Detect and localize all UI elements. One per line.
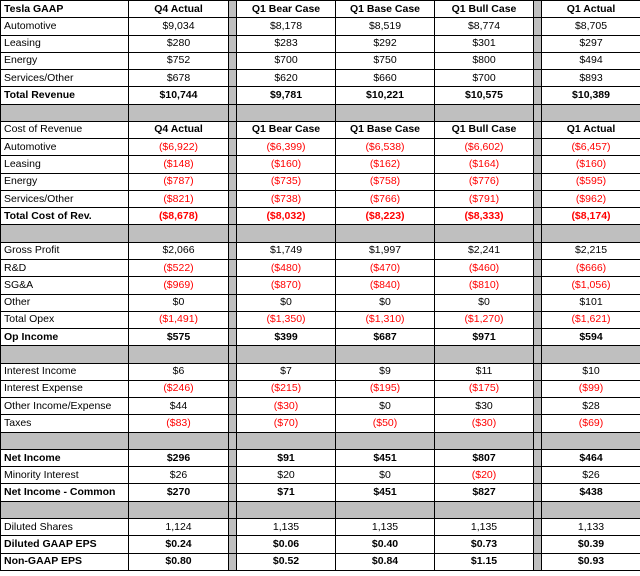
separator-cell xyxy=(542,225,640,242)
cell-q1-base-case: ($8,223) xyxy=(336,208,435,225)
cell-q1-bull-case: $800 xyxy=(435,52,534,69)
column-divider xyxy=(534,484,542,501)
separator-cell xyxy=(1,225,129,242)
cell-q1-bear-case: $8,178 xyxy=(237,18,336,35)
cell-q1-actual: 1,133 xyxy=(542,518,640,535)
column-divider xyxy=(534,1,542,18)
cell-q1-actual: ($6,457) xyxy=(542,139,640,156)
table-header-row xyxy=(1,1,640,18)
column-divider xyxy=(229,190,237,207)
cell-q1-bull-case: $301 xyxy=(435,35,534,52)
separator-cell xyxy=(237,432,336,449)
separator-cell xyxy=(237,225,336,242)
cell-q1-base-case: $0 xyxy=(336,467,435,484)
column-divider xyxy=(229,449,237,466)
row-label: Services/Other xyxy=(1,70,129,87)
column-header-q1-base-case: Q1 Base Case xyxy=(336,1,435,18)
cell-q1-bear-case: ($870) xyxy=(237,277,336,294)
cell-q1-base-case: ($758) xyxy=(336,173,435,190)
table-row xyxy=(1,52,640,69)
separator-row xyxy=(1,501,640,518)
cell-q1-actual: $0.39 xyxy=(542,536,640,553)
cell-q1-bear-case: $620 xyxy=(237,70,336,87)
column-divider xyxy=(229,18,237,35)
table-row xyxy=(1,311,640,328)
cell-q1-actual: $28 xyxy=(542,398,640,415)
separator-cell xyxy=(336,104,435,121)
separator-row xyxy=(1,104,640,121)
row-label: Minority Interest xyxy=(1,467,129,484)
cell-q1-base-case: $9 xyxy=(336,363,435,380)
row-label: Automotive xyxy=(1,18,129,35)
table-row xyxy=(1,553,640,570)
column-divider xyxy=(534,380,542,397)
cell-q1-base-case: $0 xyxy=(336,294,435,311)
table-row xyxy=(1,380,640,397)
cell-q1-base-case: $292 xyxy=(336,35,435,52)
cell-q1-base-case: ($470) xyxy=(336,259,435,276)
cell-q1-base-case: ($1,310) xyxy=(336,311,435,328)
table-row xyxy=(1,363,640,380)
cell-q1-bull-case: ($1,270) xyxy=(435,311,534,328)
cell-q1-actual: $594 xyxy=(542,329,640,346)
cell-q1-base-case: $0 xyxy=(336,398,435,415)
separator-cell xyxy=(1,501,129,518)
cell-q4-actual: $752 xyxy=(129,52,229,69)
column-divider xyxy=(229,259,237,276)
cell-q4-actual: $2,066 xyxy=(129,242,229,259)
separator-cell xyxy=(129,501,229,518)
cell-q4-actual: ($6,922) xyxy=(129,139,229,156)
column-divider xyxy=(534,294,542,311)
separator-cell xyxy=(534,432,542,449)
separator-cell xyxy=(1,104,129,121)
column-divider xyxy=(534,70,542,87)
cell-q1-base-case: ($162) xyxy=(336,156,435,173)
cell-q1-base-case: $451 xyxy=(336,449,435,466)
cell-q1-bull-case: ($175) xyxy=(435,380,534,397)
column-divider xyxy=(534,139,542,156)
separator-cell xyxy=(229,346,237,363)
column-divider xyxy=(534,329,542,346)
table-row xyxy=(1,277,640,294)
column-divider xyxy=(229,484,237,501)
separator-cell xyxy=(1,432,129,449)
table-row xyxy=(1,294,640,311)
column-divider xyxy=(229,52,237,69)
separator-cell xyxy=(435,432,534,449)
cell-q1-bull-case: $2,241 xyxy=(435,242,534,259)
cell-q4-actual: $678 xyxy=(129,70,229,87)
cell-q1-bear-case: ($8,032) xyxy=(237,208,336,225)
separator-cell xyxy=(1,346,129,363)
cell-q1-bull-case: ($8,333) xyxy=(435,208,534,225)
row-label: Total Cost of Rev. xyxy=(1,208,129,225)
separator-cell xyxy=(435,225,534,242)
table-row xyxy=(1,467,640,484)
cell-q1-base-case: $1,997 xyxy=(336,242,435,259)
separator-cell xyxy=(129,104,229,121)
table-row xyxy=(1,449,640,466)
column-divider xyxy=(534,18,542,35)
cell-q1-bull-case: ($164) xyxy=(435,156,534,173)
separator-cell xyxy=(534,104,542,121)
cell-q1-bull-case: $30 xyxy=(435,398,534,415)
column-divider xyxy=(534,277,542,294)
column-divider xyxy=(229,311,237,328)
cell-q1-bear-case: ($735) xyxy=(237,173,336,190)
column-divider xyxy=(534,398,542,415)
cell-q4-actual: $10,744 xyxy=(129,87,229,104)
cell-q1-bull-case: ($20) xyxy=(435,467,534,484)
cell-q1-actual: $0.93 xyxy=(542,553,640,570)
column-divider xyxy=(229,294,237,311)
column-divider xyxy=(229,277,237,294)
separator-cell xyxy=(534,225,542,242)
column-divider xyxy=(534,518,542,535)
column-header-q1-bull-case: Q1 Bull Case xyxy=(435,1,534,18)
cell-q1-actual: $494 xyxy=(542,52,640,69)
cell-q4-actual: $9,034 xyxy=(129,18,229,35)
cell-q1-bear-case: $71 xyxy=(237,484,336,501)
cell-q1-base-case: ($50) xyxy=(336,415,435,432)
cell-q1-actual: ($962) xyxy=(542,190,640,207)
cell-q1-bear-case: $91 xyxy=(237,449,336,466)
table-row xyxy=(1,87,640,104)
column-divider xyxy=(534,363,542,380)
cell-q1-bear-case: $20 xyxy=(237,467,336,484)
table-row xyxy=(1,173,640,190)
cell-q1-actual: $8,705 xyxy=(542,18,640,35)
separator-cell xyxy=(229,225,237,242)
separator-cell xyxy=(534,501,542,518)
cell-q1-actual: $10 xyxy=(542,363,640,380)
cell-q1-actual: $893 xyxy=(542,70,640,87)
cell-q1-bull-case: ($30) xyxy=(435,415,534,432)
cell-q1-base-case: ($6,538) xyxy=(336,139,435,156)
cell-q4-actual: ($246) xyxy=(129,380,229,397)
column-divider xyxy=(229,173,237,190)
separator-cell xyxy=(542,501,640,518)
cell-q1-actual: $10,389 xyxy=(542,87,640,104)
cell-q4-actual: ($969) xyxy=(129,277,229,294)
column-divider xyxy=(229,380,237,397)
column-divider xyxy=(229,467,237,484)
separator-cell xyxy=(435,104,534,121)
separator-cell xyxy=(129,432,229,449)
separator-cell xyxy=(229,501,237,518)
cell-q1-actual: $438 xyxy=(542,484,640,501)
cell-q4-actual: $575 xyxy=(129,329,229,346)
row-label: Leasing xyxy=(1,35,129,52)
cell-q1-bear-case: ($6,399) xyxy=(237,139,336,156)
cell-q1-actual: $464 xyxy=(542,449,640,466)
cell-q1-bear-case: 1,135 xyxy=(237,518,336,535)
column-divider xyxy=(229,35,237,52)
row-label: Energy xyxy=(1,52,129,69)
cell-q4-actual: $26 xyxy=(129,467,229,484)
cell-q1-bear-case: ($1,350) xyxy=(237,311,336,328)
separator-row xyxy=(1,432,640,449)
table-row xyxy=(1,398,640,415)
table-row xyxy=(1,139,640,156)
cell-q4-actual: $44 xyxy=(129,398,229,415)
separator-row xyxy=(1,346,640,363)
separator-cell xyxy=(542,432,640,449)
cell-q4-actual: ($522) xyxy=(129,259,229,276)
column-divider xyxy=(229,1,237,18)
column-divider xyxy=(534,173,542,190)
cell-q1-base-case: ($840) xyxy=(336,277,435,294)
cell-q4-actual: ($787) xyxy=(129,173,229,190)
separator-cell xyxy=(336,346,435,363)
table-body xyxy=(1,1,640,571)
cell-q1-bear-case: $700 xyxy=(237,52,336,69)
row-label: Other Income/Expense xyxy=(1,398,129,415)
row-label: Energy xyxy=(1,173,129,190)
cell-q1-bull-case: $11 xyxy=(435,363,534,380)
cell-q4-actual: ($821) xyxy=(129,190,229,207)
column-divider xyxy=(534,311,542,328)
table-row xyxy=(1,208,640,225)
row-label: Interest Income xyxy=(1,363,129,380)
cell-q1-bull-case: $971 xyxy=(435,329,534,346)
column-divider xyxy=(534,87,542,104)
cell-q1-bear-case: $7 xyxy=(237,363,336,380)
column-divider xyxy=(534,259,542,276)
table-row xyxy=(1,415,640,432)
cell-q1-bear-case: $9,781 xyxy=(237,87,336,104)
cell-q1-actual: $2,215 xyxy=(542,242,640,259)
cell-q4-actual: $6 xyxy=(129,363,229,380)
cell-q1-bull-case: $0.73 xyxy=(435,536,534,553)
cell-q1-base-case: $0.40 xyxy=(336,536,435,553)
cell-q1-base-case: 1,135 xyxy=(336,518,435,535)
column-header-q1-bear-case: Q1 Bear Case xyxy=(237,121,336,138)
cell-q1-bear-case: ($70) xyxy=(237,415,336,432)
separator-cell xyxy=(336,432,435,449)
cell-q1-actual: $297 xyxy=(542,35,640,52)
cell-q1-bull-case: ($460) xyxy=(435,259,534,276)
column-divider xyxy=(229,70,237,87)
column-divider xyxy=(534,35,542,52)
cell-q1-bear-case: ($30) xyxy=(237,398,336,415)
cell-q1-actual: ($8,174) xyxy=(542,208,640,225)
cell-q1-bear-case: ($480) xyxy=(237,259,336,276)
cell-q1-bull-case: $827 xyxy=(435,484,534,501)
cell-q4-actual: $0 xyxy=(129,294,229,311)
column-divider xyxy=(229,87,237,104)
separator-cell xyxy=(435,346,534,363)
table-header-row xyxy=(1,121,640,138)
row-label: Cost of Revenue xyxy=(1,121,129,138)
row-label: Interest Expense xyxy=(1,380,129,397)
cell-q1-bull-case: ($776) xyxy=(435,173,534,190)
separator-row xyxy=(1,225,640,242)
cell-q1-bear-case: $0.52 xyxy=(237,553,336,570)
separator-cell xyxy=(542,346,640,363)
cell-q1-base-case: ($195) xyxy=(336,380,435,397)
separator-cell xyxy=(542,104,640,121)
cell-q1-base-case: $750 xyxy=(336,52,435,69)
table-row xyxy=(1,484,640,501)
cell-q1-base-case: $687 xyxy=(336,329,435,346)
cell-q1-bull-case: $700 xyxy=(435,70,534,87)
column-divider xyxy=(534,449,542,466)
cell-q1-bull-case: $8,774 xyxy=(435,18,534,35)
cell-q1-bull-case: ($791) xyxy=(435,190,534,207)
separator-cell xyxy=(229,432,237,449)
row-label: Taxes xyxy=(1,415,129,432)
cell-q1-base-case: $10,221 xyxy=(336,87,435,104)
column-header-q1-base-case: Q1 Base Case xyxy=(336,121,435,138)
column-divider xyxy=(229,121,237,138)
row-label: Total Opex xyxy=(1,311,129,328)
column-header-q4-actual: Q4 Actual xyxy=(129,121,229,138)
cell-q1-bear-case: $0.06 xyxy=(237,536,336,553)
column-header-q1-bull-case: Q1 Bull Case xyxy=(435,121,534,138)
row-label: Diluted GAAP EPS xyxy=(1,536,129,553)
cell-q4-actual: $296 xyxy=(129,449,229,466)
column-header-q1-actual: Q1 Actual xyxy=(542,121,640,138)
cell-q1-bear-case: $0 xyxy=(237,294,336,311)
cell-q1-bull-case: ($810) xyxy=(435,277,534,294)
column-divider xyxy=(534,52,542,69)
column-divider xyxy=(229,553,237,570)
cell-q1-actual: ($666) xyxy=(542,259,640,276)
cell-q1-bull-case: $0 xyxy=(435,294,534,311)
cell-q1-actual: ($1,621) xyxy=(542,311,640,328)
separator-cell xyxy=(229,104,237,121)
row-label: Gross Profit xyxy=(1,242,129,259)
cell-q1-actual: ($595) xyxy=(542,173,640,190)
cell-q1-base-case: ($766) xyxy=(336,190,435,207)
cell-q1-bear-case: $283 xyxy=(237,35,336,52)
cell-q4-actual: ($8,678) xyxy=(129,208,229,225)
separator-cell xyxy=(237,501,336,518)
column-divider xyxy=(229,156,237,173)
column-divider xyxy=(229,536,237,553)
row-label: Other xyxy=(1,294,129,311)
cell-q1-bull-case: ($6,602) xyxy=(435,139,534,156)
column-divider xyxy=(229,208,237,225)
column-divider xyxy=(534,536,542,553)
separator-cell xyxy=(237,346,336,363)
cell-q1-bear-case: ($215) xyxy=(237,380,336,397)
row-label: Op Income xyxy=(1,329,129,346)
cell-q1-actual: ($1,056) xyxy=(542,277,640,294)
separator-cell xyxy=(435,501,534,518)
cell-q4-actual: $280 xyxy=(129,35,229,52)
cell-q4-actual: $0.80 xyxy=(129,553,229,570)
column-divider xyxy=(534,190,542,207)
column-header-q4-actual: Q4 Actual xyxy=(129,1,229,18)
cell-q1-actual: ($69) xyxy=(542,415,640,432)
cell-q1-bear-case: $1,749 xyxy=(237,242,336,259)
cell-q1-base-case: $660 xyxy=(336,70,435,87)
separator-cell xyxy=(336,225,435,242)
column-divider xyxy=(534,553,542,570)
column-divider xyxy=(229,242,237,259)
table-row xyxy=(1,70,640,87)
column-header-q1-bear-case: Q1 Bear Case xyxy=(237,1,336,18)
separator-cell xyxy=(534,346,542,363)
cell-q4-actual: $270 xyxy=(129,484,229,501)
cell-q1-bull-case: $10,575 xyxy=(435,87,534,104)
column-divider xyxy=(534,208,542,225)
cell-q1-bear-case: ($738) xyxy=(237,190,336,207)
row-label: Diluted Shares xyxy=(1,518,129,535)
column-divider xyxy=(534,415,542,432)
cell-q4-actual: ($83) xyxy=(129,415,229,432)
row-label: Total Revenue xyxy=(1,87,129,104)
column-divider xyxy=(534,242,542,259)
column-divider xyxy=(229,398,237,415)
cell-q1-actual: ($99) xyxy=(542,380,640,397)
cell-q1-bull-case: $1.15 xyxy=(435,553,534,570)
column-divider xyxy=(534,121,542,138)
cell-q1-base-case: $451 xyxy=(336,484,435,501)
separator-cell xyxy=(237,104,336,121)
cell-q1-bull-case: 1,135 xyxy=(435,518,534,535)
separator-cell xyxy=(129,225,229,242)
cell-q1-base-case: $0.84 xyxy=(336,553,435,570)
cell-q1-actual: $26 xyxy=(542,467,640,484)
table-row xyxy=(1,329,640,346)
cell-q4-actual: ($1,491) xyxy=(129,311,229,328)
table-row xyxy=(1,190,640,207)
table-row xyxy=(1,18,640,35)
row-label: Services/Other xyxy=(1,190,129,207)
cell-q1-bear-case: ($160) xyxy=(237,156,336,173)
row-label: Non-GAAP EPS xyxy=(1,553,129,570)
column-divider xyxy=(229,518,237,535)
cell-q1-base-case: $8,519 xyxy=(336,18,435,35)
cell-q4-actual: 1,124 xyxy=(129,518,229,535)
column-divider xyxy=(534,467,542,484)
row-label: Net Income - Common xyxy=(1,484,129,501)
table-row xyxy=(1,259,640,276)
cell-q4-actual: ($148) xyxy=(129,156,229,173)
table-row xyxy=(1,536,640,553)
cell-q1-actual: $101 xyxy=(542,294,640,311)
cell-q4-actual: $0.24 xyxy=(129,536,229,553)
row-label: SG&A xyxy=(1,277,129,294)
column-divider xyxy=(229,329,237,346)
table-row xyxy=(1,518,640,535)
cell-q1-actual: ($160) xyxy=(542,156,640,173)
row-label: Tesla GAAP xyxy=(1,1,129,18)
table-row xyxy=(1,242,640,259)
column-header-q1-actual: Q1 Actual xyxy=(542,1,640,18)
column-divider xyxy=(229,363,237,380)
column-divider xyxy=(229,415,237,432)
row-label: R&D xyxy=(1,259,129,276)
cell-q1-bear-case: $399 xyxy=(237,329,336,346)
column-divider xyxy=(534,156,542,173)
separator-cell xyxy=(129,346,229,363)
table-row xyxy=(1,156,640,173)
cell-q1-bull-case: $807 xyxy=(435,449,534,466)
column-divider xyxy=(229,139,237,156)
row-label: Net Income xyxy=(1,449,129,466)
row-label: Automotive xyxy=(1,139,129,156)
row-label: Leasing xyxy=(1,156,129,173)
separator-cell xyxy=(336,501,435,518)
table-row xyxy=(1,35,640,52)
